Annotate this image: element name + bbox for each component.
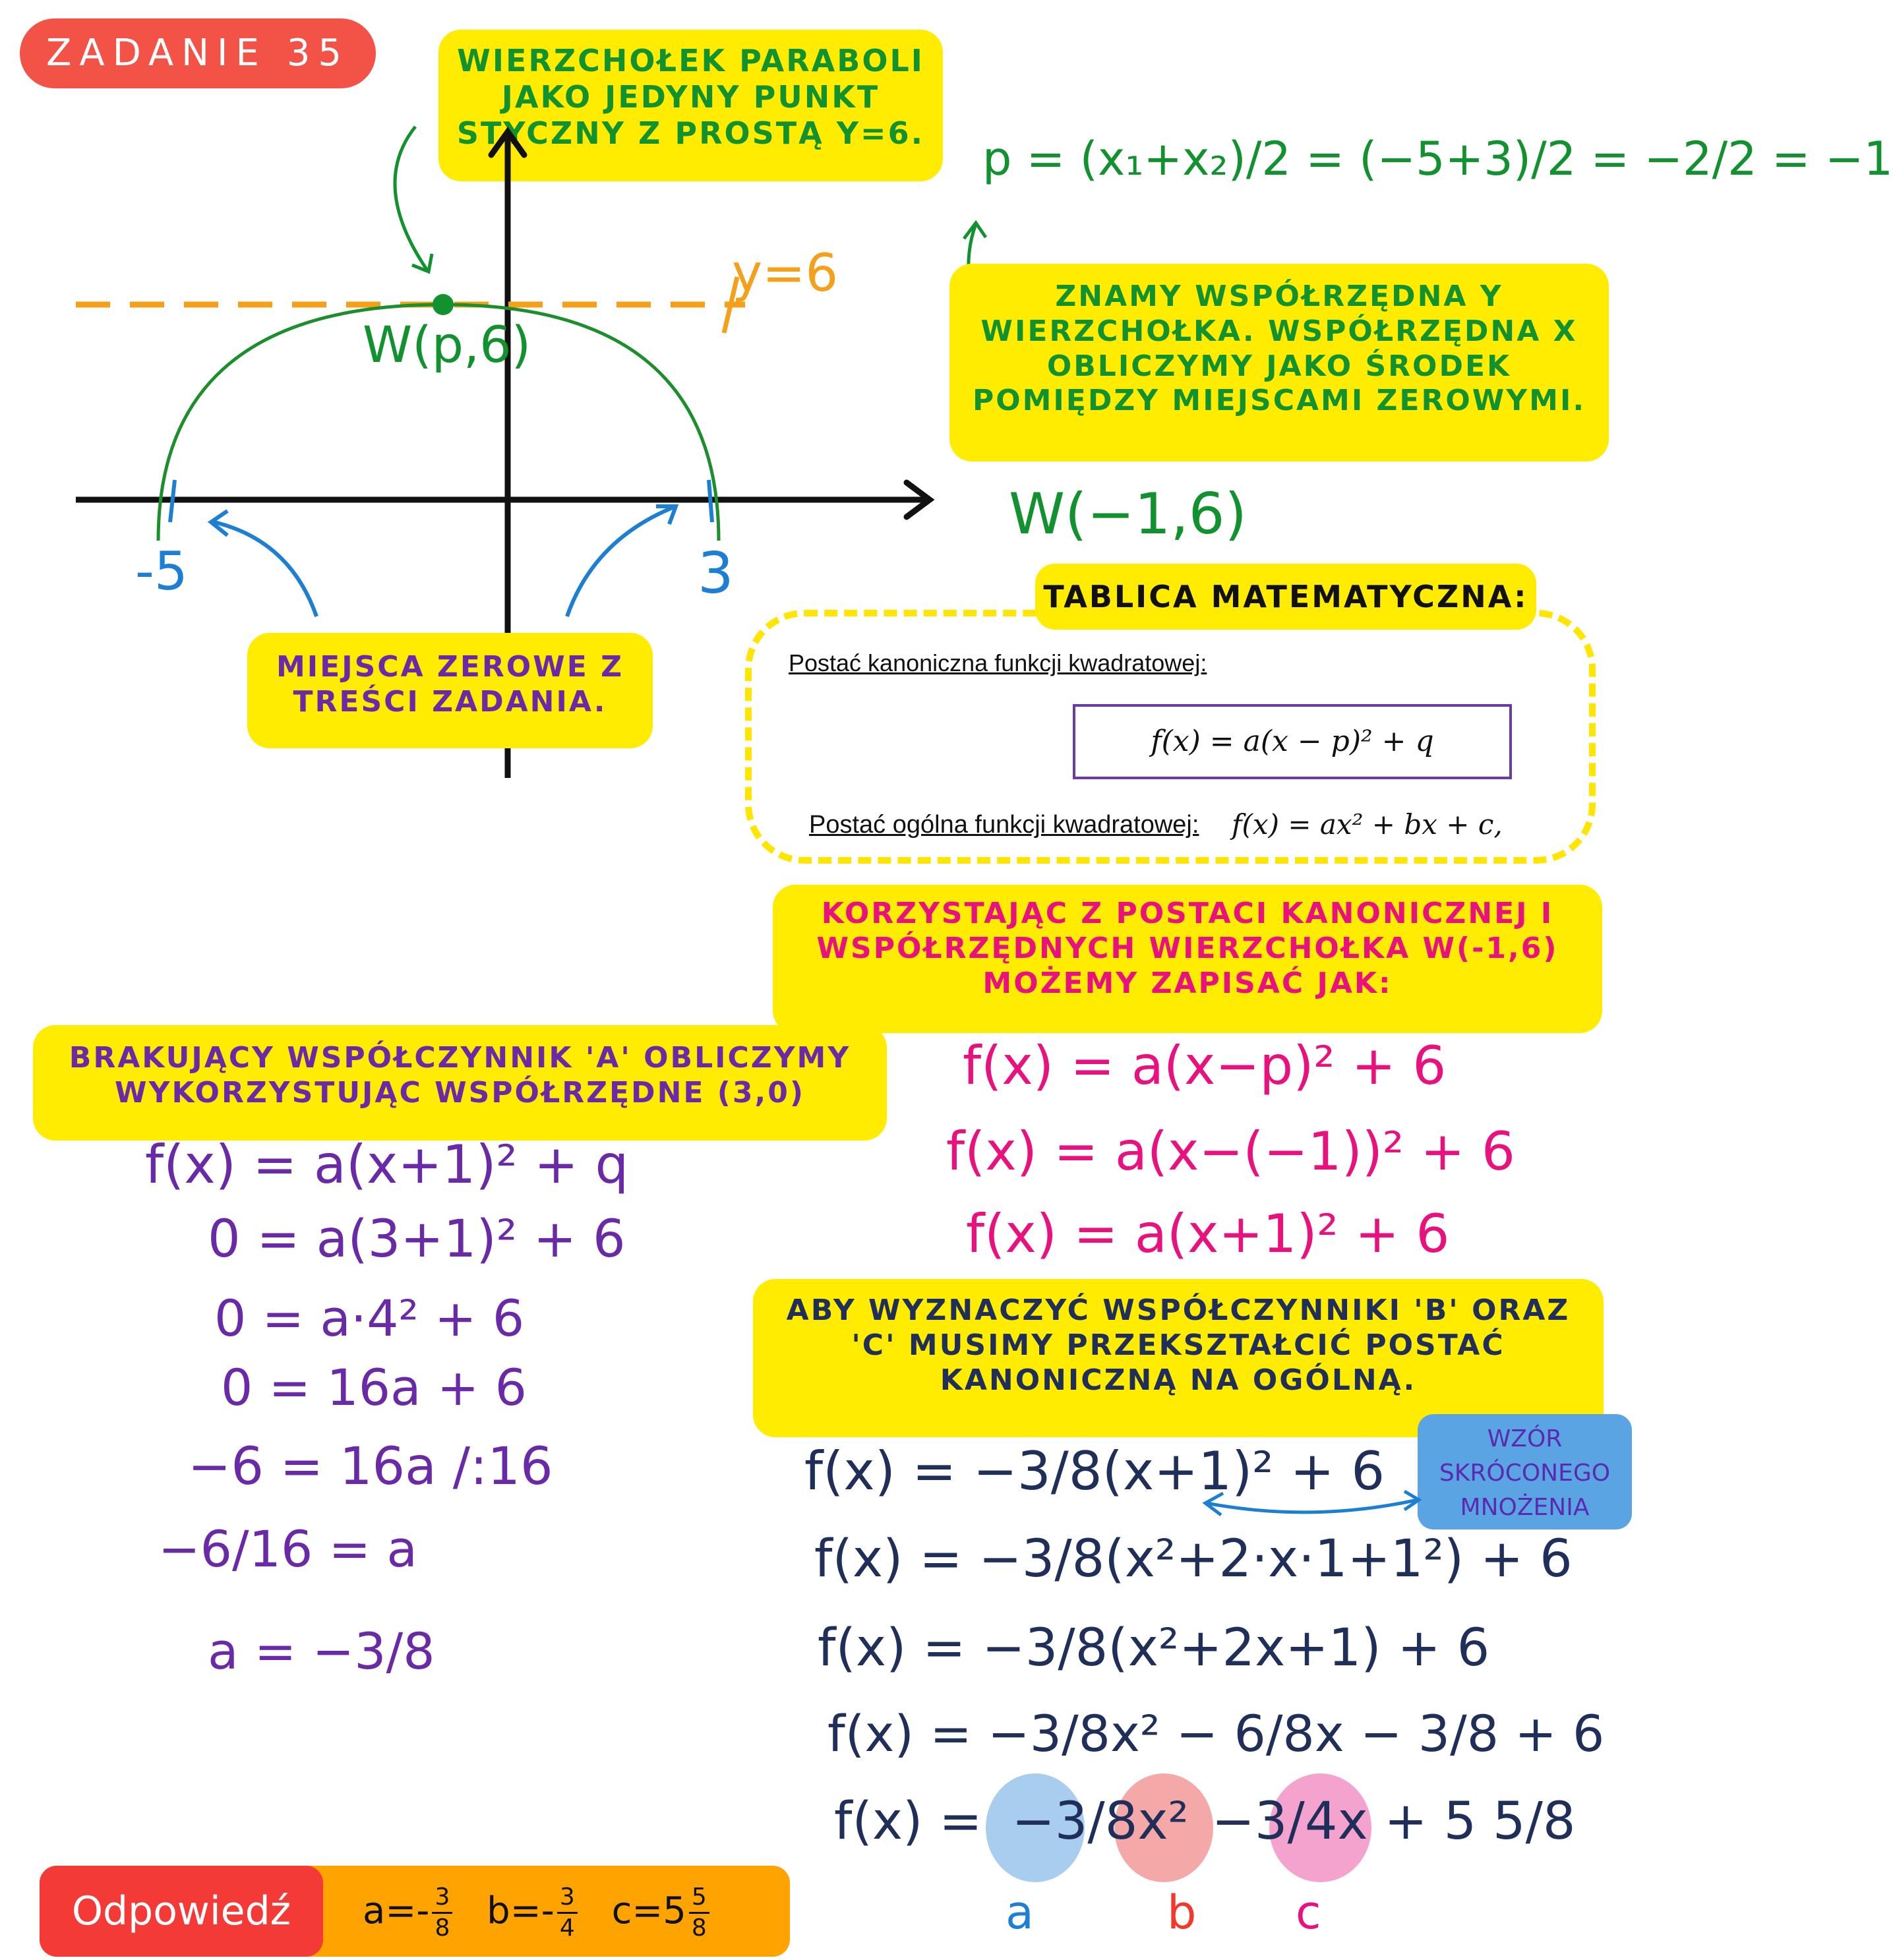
a-step-2: 0 = a(3+1)² + 6 [208, 1210, 626, 1269]
task-title: ZADANIE 35 [20, 18, 376, 88]
a-step-7: a = −3/8 [208, 1622, 435, 1680]
answer-values [363, 1866, 712, 1957]
label-y6: y=6 [732, 244, 839, 303]
final-c-term: 5 5/8 [1443, 1792, 1576, 1851]
a-step-1: f(x) = a(x+1)² + q [145, 1134, 629, 1195]
canonical-formula-box [1073, 704, 1512, 779]
tablica-title: TABLICA MATEMATYCZNA: [1035, 564, 1536, 630]
coef-label-c: c [1296, 1886, 1321, 1940]
note-vertex: WIERZCHOŁEK PARABOLI JAKO JEDYNY PUNKT STYCZNY Z PROSTĄ Y=6. [438, 30, 943, 181]
general-formula: f(x) = ax² + bx + c, [1232, 808, 1503, 841]
coef-label-a: a [1006, 1886, 1034, 1940]
general-step-3: f(x) = −3/8(x²+2x+1) + 6 [818, 1618, 1490, 1678]
final-x: x [1337, 1792, 1368, 1851]
answer-b-prefix: b=- [487, 1889, 555, 1932]
note-zeros: MIEJSCA ZEROWE Z TREŚCI ZADANIA. [247, 633, 653, 748]
vertex-result: W(−1,6) [1009, 481, 1247, 547]
a-step-5: −6 = 16a /:16 [188, 1437, 553, 1497]
a-step-4: 0 = 16a + 6 [221, 1358, 527, 1417]
canonical-step-1: f(x) = a(x−p)² + 6 [963, 1035, 1447, 1096]
vertex-arrow [395, 127, 427, 270]
zero-tick-left [170, 480, 175, 522]
answer-label: Odpowiedź [40, 1866, 323, 1957]
formula-p: p = (x₁+x₂)/2 = (−5+3)/2 = −2/2 = −1 [982, 132, 1893, 186]
note-bc: ABY WYZNACZYĆ WSPÓŁCZYNNIKI 'B' ORAZ 'C' MUSIMY PRZEKSZTAŁCIĆ POSTAĆ KANONICZNĄ NA OGÓLNĄ. [753, 1279, 1604, 1437]
note-a: BRAKUJĄCY WSPÓŁCZYNNIK 'A' OBLICZYMY WYKORZYSTUJĄC WSPÓŁRZĘDNE (3,0) [33, 1025, 887, 1141]
coef-label-b: b [1167, 1886, 1197, 1940]
canonical-formula: f(x) = a(x − p)² + q [1151, 725, 1434, 758]
general-step-2: f(x) = −3/8(x²+2·x·1+1²) + 6 [814, 1529, 1573, 1589]
canonical-label: Postać kanoniczna funkcji kwadratowej: [789, 649, 1207, 676]
a-step-6: −6/16 = a [158, 1520, 417, 1578]
answer-b-fraction: $\frac{3}{4}$ [557, 1883, 578, 1943]
general-label: Postać ogólna funkcji kwadratowej: [809, 811, 1199, 839]
final-step [834, 1792, 1576, 1851]
answer-c-fraction: $\frac{5}{8}$ [689, 1883, 709, 1943]
zero-arrow-left [214, 522, 316, 616]
canonical-step-3: f(x) = a(x+1)² + 6 [966, 1203, 1450, 1264]
answer-bar [40, 1866, 790, 1957]
answer-a-prefix: a=- [363, 1889, 430, 1932]
final-plus: + [1384, 1792, 1427, 1851]
zero-arrow-right [567, 508, 673, 616]
a-step-3: 0 = a·4² + 6 [214, 1289, 525, 1348]
final-a-term: −3/8 [1011, 1792, 1138, 1851]
label-vertex: W(p,6) [363, 315, 531, 374]
zero-tick-right [709, 480, 712, 522]
note-canonical: KORZYSTAJĄC Z POSTACI KANONICZNEJ I WSPÓŁRZĘDNYCH WIERZCHOŁKA W(-1,6) MOŻEMY ZAPISAĆ JAK: [773, 885, 1602, 1033]
final-prefix: f(x) = [834, 1792, 982, 1851]
answer-c-prefix: c=5 [611, 1889, 686, 1932]
label-zero-right: 3 [698, 541, 734, 607]
vertex-point [433, 294, 454, 315]
note-y-coordinate: ZNAMY WSPÓŁRZĘDNA Y WIERZCHOŁKA. WSPÓŁRZĘDNA X OBLICZYMY JAKO ŚRODEK POMIĘDZY MIEJSCAMI ZEROWYMI. [949, 264, 1609, 461]
canonical-step-2: f(x) = a(x−(−1))² + 6 [946, 1121, 1515, 1182]
note-wzor: WZÓR SKRÓCONEGO MNOŻENIA [1418, 1414, 1632, 1529]
label-zero-left: -5 [135, 541, 188, 602]
answer-a-fraction: $\frac{3}{8}$ [432, 1883, 452, 1943]
general-step-4: f(x) = −3/8x² − 6/8x − 3/8 + 6 [827, 1704, 1605, 1763]
general-step-1: f(x) = −3/8(x+1)² + 6 [804, 1440, 1385, 1502]
final-x2: x² [1137, 1792, 1189, 1851]
final-b-term: −3/4 [1211, 1792, 1338, 1851]
